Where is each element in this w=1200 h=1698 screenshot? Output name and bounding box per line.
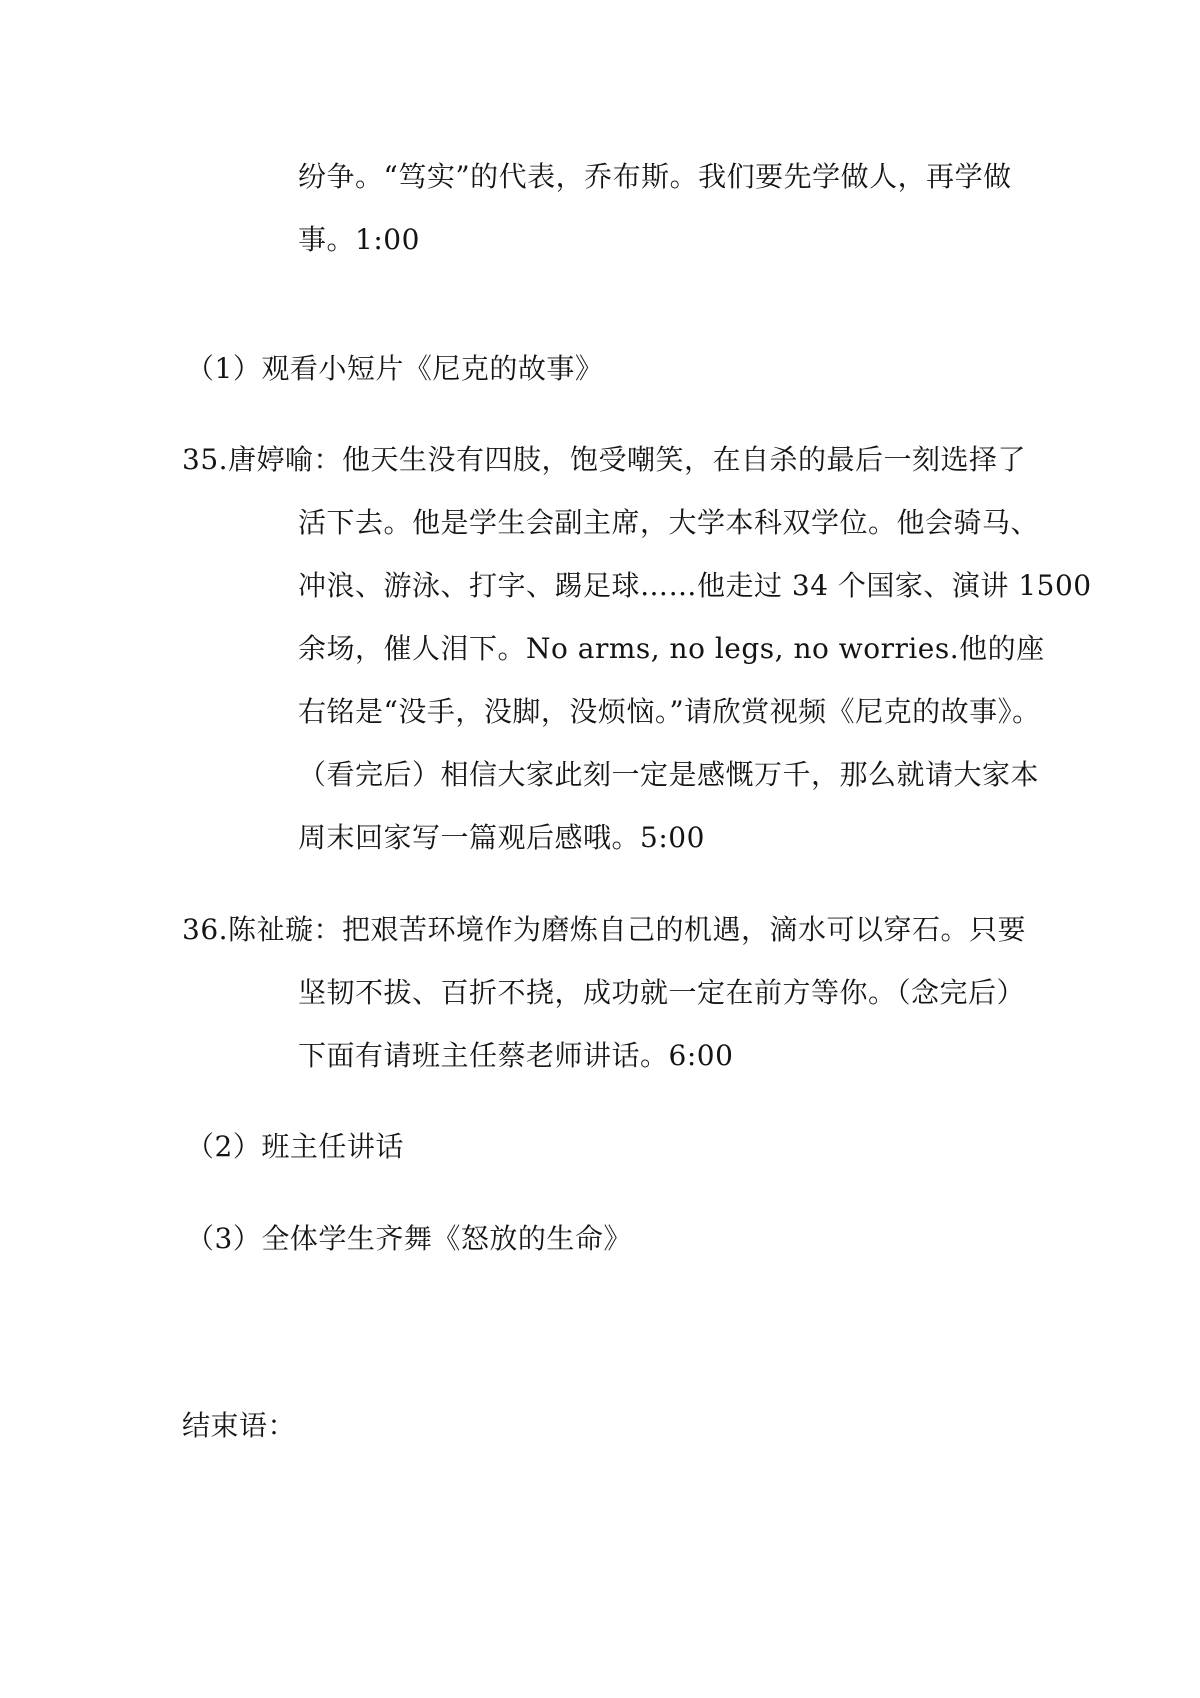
sub-item-3: （3）全体学生齐舞《怒放的生命》 — [186, 1222, 632, 1255]
sub-item-1: （1）观看小短片《尼克的故事》 — [186, 352, 604, 385]
item-36-line-2: 坚韧不拔、百折不挠，成功就一定在前方等你。（念完后） — [298, 976, 1026, 1009]
item-35-line-3: 冲浪、游泳、打字、踢足球……他走过 34 个国家、演讲 1500 — [298, 569, 1092, 602]
item-36-line-3: 下面有请班主任蔡老师讲话。6:00 — [298, 1039, 734, 1072]
item-35-line-2: 活下去。他是学生会副主席，大学本科双学位。他会骑马、 — [298, 506, 1040, 539]
item-36-line-1: 36.陈祉璇：把艰苦环境作为磨炼自己的机遇，滴水可以穿石。只要 — [182, 913, 1027, 946]
item-35-line-5: 右铭是“没手，没脚，没烦恼。”请欣赏视频《尼克的故事》。 — [298, 695, 1041, 728]
sub-item-2: （2）班主任讲话 — [186, 1130, 404, 1163]
item-35-line-4: 余场，催人泪下。No arms, no legs, no worries.他的座 — [298, 632, 1045, 665]
closing-heading: 结束语： — [182, 1409, 297, 1442]
item-35-line-7: 周末回家写一篇观后感哦。5:00 — [298, 821, 705, 854]
item-35-line-1: 35.唐婷喻：他天生没有四肢，饱受嘲笑，在自杀的最后一刻选择了 — [182, 443, 1027, 476]
item-35-line-6: （看完后）相信大家此刻一定是感慨万千，那么就请大家本 — [298, 758, 1040, 791]
intro-line-1: 纷争。“笃实”的代表，乔布斯。我们要先学做人，再学做 — [298, 160, 1012, 193]
intro-line-2: 事。1:00 — [298, 223, 420, 256]
